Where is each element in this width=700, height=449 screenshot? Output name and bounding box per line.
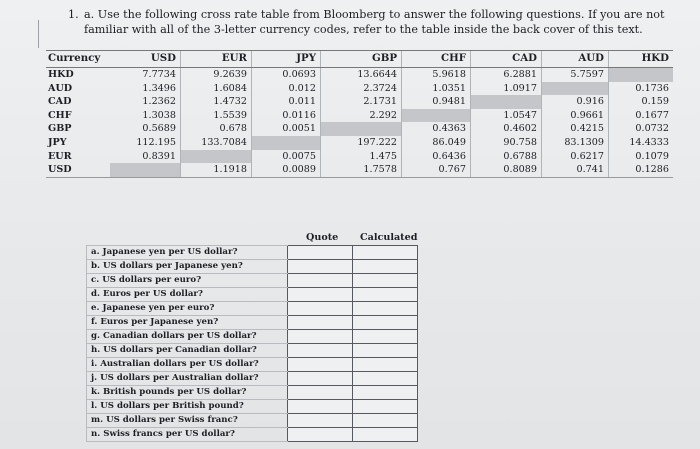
table-cell: 0.159 [609, 95, 674, 109]
calculated-cell[interactable] [353, 400, 418, 414]
table-cell: 0.741 [542, 163, 609, 177]
table-cell: 0.678 [181, 122, 252, 136]
calculated-cell[interactable] [353, 330, 418, 344]
col-header-usd: USD [110, 51, 181, 68]
shaded-cell [471, 95, 542, 109]
row-label: GBP [48, 123, 72, 135]
row-label: CAD [48, 96, 72, 108]
table-cell: 0.1677 [609, 109, 674, 123]
table-cell: 0.4215 [542, 122, 609, 136]
question-item: n. Swiss francs per US dollar? [87, 428, 288, 442]
table-cell: 6.2881 [471, 68, 542, 82]
table-cell: 83.1309 [542, 136, 609, 150]
calculated-cell[interactable] [353, 358, 418, 372]
calculated-cell[interactable] [353, 302, 418, 316]
table-row [46, 136, 673, 150]
answer-table [86, 245, 418, 442]
answer-row [87, 260, 418, 274]
quote-cell[interactable] [288, 246, 353, 260]
table-cell: 0.916 [542, 95, 609, 109]
col-header-gbp: GBP [321, 51, 402, 68]
table-row [46, 150, 673, 164]
table-cell: 0.011 [252, 95, 321, 109]
table-cell: 1.475 [321, 150, 402, 164]
table-cell: 0.012 [252, 82, 321, 96]
quote-cell[interactable] [288, 358, 353, 372]
table-cell: 2.3724 [321, 82, 402, 96]
table-cell: 5.7597 [542, 68, 609, 82]
table-cell: 0.0693 [252, 68, 321, 82]
answer-row [87, 330, 418, 344]
calculated-cell[interactable] [353, 428, 418, 442]
answer-row [87, 358, 418, 372]
answer-row [87, 288, 418, 302]
calculated-cell[interactable] [353, 274, 418, 288]
table-cell: 2.1731 [321, 95, 402, 109]
question-item: i. Australian dollars per US dollar? [87, 358, 288, 372]
table-cell: 86.049 [402, 136, 471, 150]
table-cell: 1.5539 [181, 109, 252, 123]
table-cell: 1.3038 [142, 109, 176, 121]
corner-header: Currency [46, 51, 110, 68]
question-item: a. Japanese yen per US dollar? [87, 246, 288, 260]
col-header-aud: AUD [542, 51, 609, 68]
quote-cell[interactable] [288, 316, 353, 330]
table-cell: 13.6644 [321, 68, 402, 82]
table-cell: 0.1736 [609, 82, 674, 96]
calculated-cell[interactable] [353, 288, 418, 302]
table-cell: 9.2639 [181, 68, 252, 82]
table-row [46, 82, 673, 96]
table-row [46, 95, 673, 109]
table-cell: 1.0351 [402, 82, 471, 96]
col-header-cad: CAD [471, 51, 542, 68]
table-cell: 1.1918 [181, 163, 252, 177]
row-label: JPY [48, 136, 67, 148]
table-cell: 14.4333 [609, 136, 674, 150]
table-cell: 133.7084 [181, 136, 252, 150]
question-item: j. US dollars per Australian dollar? [87, 372, 288, 386]
table-cell: 0.1079 [609, 150, 674, 164]
answer-row [87, 400, 418, 414]
row-label: CHF [48, 109, 72, 121]
row-label: AUD [48, 82, 73, 94]
shaded-cell [321, 122, 402, 136]
table-cell: 0.8391 [142, 150, 176, 162]
quote-cell[interactable] [288, 344, 353, 358]
answer-row [87, 414, 418, 428]
table-cell: 0.0089 [252, 163, 321, 177]
calculated-cell[interactable] [353, 344, 418, 358]
table-row [46, 68, 673, 82]
table-cell: 0.8089 [471, 163, 542, 177]
col-header-eur: EUR [181, 51, 252, 68]
table-cell: 1.0547 [471, 109, 542, 123]
shaded-cell [252, 136, 321, 150]
table-cell: 1.4732 [181, 95, 252, 109]
table-cell: 0.0732 [609, 122, 674, 136]
table-cell: 1.6084 [181, 82, 252, 96]
table-row [46, 122, 673, 136]
table-cell: 7.7734 [142, 69, 176, 80]
shaded-cell [110, 163, 181, 177]
table-cell: 0.767 [402, 163, 471, 177]
answer-row [87, 386, 418, 400]
table-row [46, 109, 673, 123]
calculated-cell[interactable] [353, 260, 418, 274]
table-cell: 1.0917 [471, 82, 542, 96]
table-cell: 0.6436 [402, 150, 471, 164]
table-cell: 0.4363 [402, 122, 471, 136]
question-item: d. Euros per US dollar? [87, 288, 288, 302]
quote-cell[interactable] [288, 330, 353, 344]
table-cell: 1.3496 [142, 82, 176, 94]
shaded-cell [609, 68, 674, 82]
table-cell: 0.0051 [252, 122, 321, 136]
question-item: e. Japanese yen per euro? [87, 302, 288, 316]
calculated-header: Calculated [360, 232, 418, 243]
table-cell: 0.1286 [609, 163, 674, 177]
cross-rate-header-row [46, 51, 673, 68]
table-cell: 0.9661 [542, 109, 609, 123]
table-cell: 0.5689 [142, 123, 176, 135]
row-label: USD [46, 163, 110, 177]
table-cell: 2.292 [321, 109, 402, 123]
quote-cell[interactable] [288, 260, 353, 274]
quote-cell[interactable] [288, 372, 353, 386]
answer-row [87, 372, 418, 386]
table-cell: 0.4602 [471, 122, 542, 136]
shaded-cell [181, 150, 252, 164]
table-cell: 0.6788 [471, 150, 542, 164]
quote-cell[interactable] [288, 400, 353, 414]
quote-header: Quote [306, 232, 339, 243]
calculated-cell[interactable] [353, 372, 418, 386]
table-cell: 0.9481 [402, 95, 471, 109]
col-header-chf: CHF [402, 51, 471, 68]
calculated-cell[interactable] [353, 386, 418, 400]
shaded-cell [402, 109, 471, 123]
question-text: a. Use the following cross rate table from Bloomberg to answer the following questions. If you are not familiar with all of the 3-letter currency codes, refer to the table inside the back cover of this text. [84, 8, 665, 36]
table-cell: 1.2362 [142, 96, 176, 108]
calculated-cell[interactable] [353, 316, 418, 330]
row-label: HKD [48, 69, 74, 80]
quote-cell[interactable] [288, 428, 353, 442]
quote-cell[interactable] [288, 274, 353, 288]
table-cell: 112.195 [136, 136, 176, 148]
quote-cell[interactable] [288, 302, 353, 316]
answer-row [87, 302, 418, 316]
table-cell: 0.6217 [542, 150, 609, 164]
question-item: f. Euros per Japanese yen? [87, 316, 288, 330]
answer-headers [284, 232, 418, 246]
cross-rate-table [46, 50, 673, 178]
quote-cell[interactable] [288, 386, 353, 400]
calculated-cell[interactable] [353, 246, 418, 260]
col-header-hkd: HKD [609, 51, 674, 68]
question-item: l. US dollars per British pound? [87, 400, 288, 414]
answer-row [87, 316, 418, 330]
col-header-jpy: JPY [252, 51, 321, 68]
quote-cell[interactable] [288, 414, 353, 428]
table-cell: 5.9618 [402, 68, 471, 82]
table-cell: 197.222 [321, 136, 402, 150]
table-row [46, 163, 673, 177]
shaded-cell [542, 82, 609, 96]
question-item: b. US dollars per Japanese yen? [87, 260, 288, 274]
table-cell: 1.7578 [321, 163, 402, 177]
answer-row [87, 274, 418, 288]
row-label: EUR [48, 150, 72, 162]
answer-row [87, 428, 418, 442]
question-item: k. British pounds per US dollar? [87, 386, 288, 400]
table-cell: 0.0116 [252, 109, 321, 123]
question-item: h. US dollars per Canadian dollar? [87, 344, 288, 358]
question-item: m. US dollars per Swiss franc? [87, 414, 288, 428]
question-item: c. US dollars per euro? [87, 274, 288, 288]
answer-row [87, 246, 418, 260]
quote-cell[interactable] [288, 288, 353, 302]
margin-mark [38, 20, 39, 48]
answer-row [87, 344, 418, 358]
calculated-cell[interactable] [353, 414, 418, 428]
table-cell: 90.758 [471, 136, 542, 150]
question-item: g. Canadian dollars per US dollar? [87, 330, 288, 344]
table-cell: 0.0075 [252, 150, 321, 164]
question-number: 1. [68, 8, 79, 21]
